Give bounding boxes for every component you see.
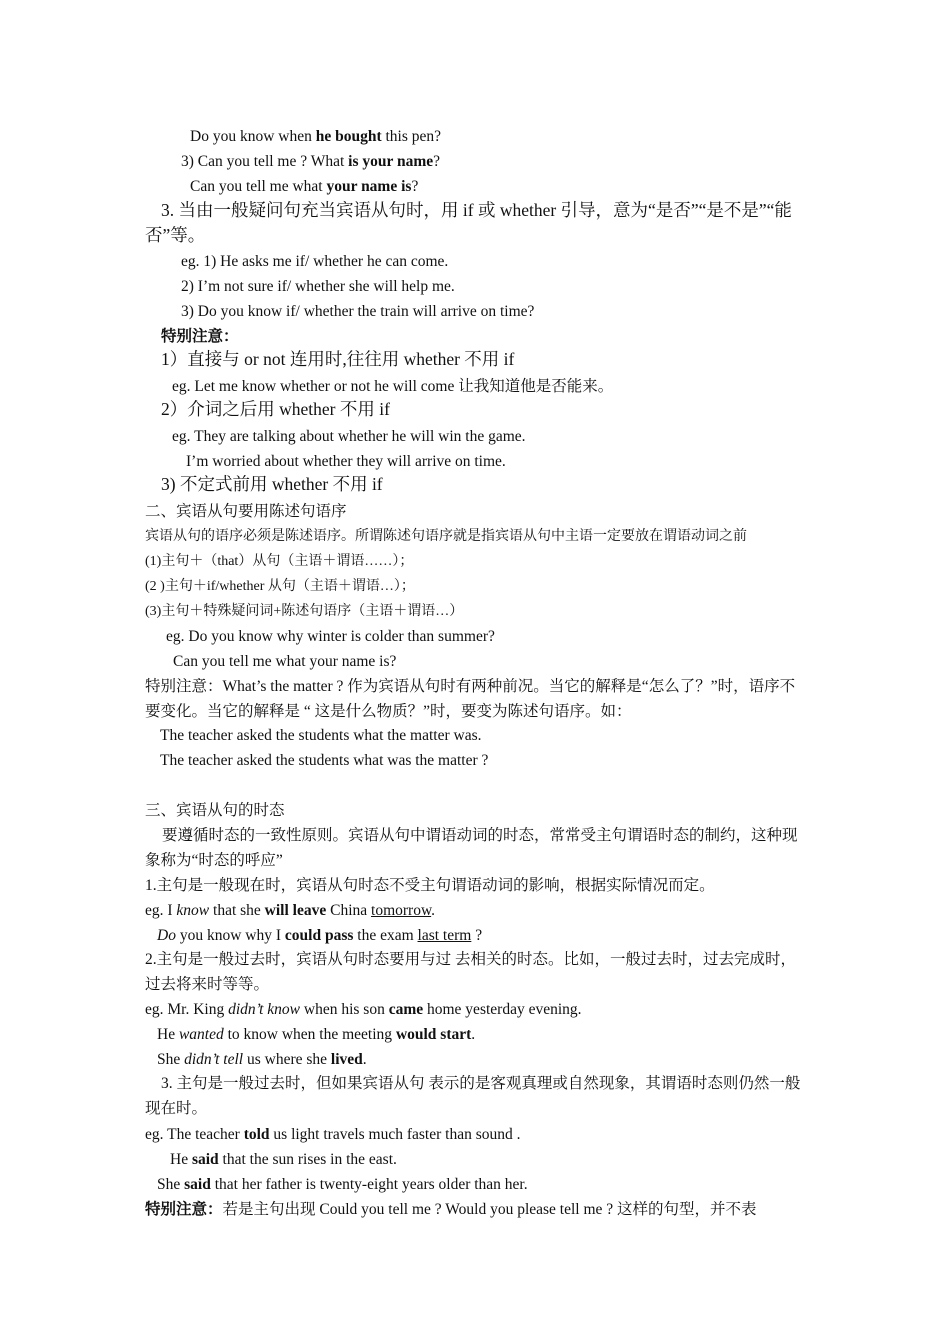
text-run: 三、宾语从句的时态 (145, 802, 285, 819)
text-line (145, 898, 810, 923)
text-run: ? (411, 178, 419, 195)
text-line (145, 549, 810, 574)
text-run: ? (433, 153, 441, 170)
bold-run: could pass (284, 927, 354, 944)
text-line (160, 748, 825, 773)
text-paragraph (145, 1071, 810, 1121)
text-line (157, 1172, 822, 1197)
text-run: eg. Do you know why winter is colder than summer? (166, 628, 495, 645)
text-run: 2）介词之后用 whether 不用 if (161, 399, 390, 419)
text-paragraph (145, 947, 810, 997)
text-run: 宾语从句的语序必须是陈述语序。所谓陈述句语序就是指宾语从句中主语一定要放在谓语动词之前 (145, 529, 747, 544)
text-line (161, 347, 826, 372)
underlined-run: tomorrow (371, 902, 432, 919)
text-line (157, 1022, 822, 1047)
text-run: Can you tell me what your name is? (173, 653, 397, 670)
text-run: He (157, 1026, 179, 1043)
text-run: 1）直接与 or not 连用时,往往用 whether 不用 if (161, 349, 515, 369)
text-line (181, 299, 846, 324)
text-run: 1.主句是一般现在时，宾语从句时态不受主句谓语动词的影响，根据实际情况而定。 (145, 877, 715, 894)
italic-run: Do (157, 927, 176, 944)
text-run: eg. 1) He asks me if/ whether he can come. (181, 253, 449, 270)
text-run: (3)主句＋特殊疑问词+陈述句语序（主语＋谓语…） (145, 604, 464, 619)
text-line (181, 149, 846, 174)
bold-run: he bought (315, 128, 382, 145)
text-run: eg. The teacher (145, 1126, 244, 1143)
text-run: the exam (353, 927, 418, 944)
text-line (145, 599, 810, 624)
text-line (161, 397, 826, 422)
text-run: She (157, 1176, 185, 1193)
text-run: this pen? (381, 128, 442, 145)
text-run: 3) Can you tell me ? What (181, 153, 349, 170)
text-line (190, 124, 855, 149)
text-run: ? (471, 927, 483, 944)
text-run: . (431, 902, 436, 919)
text-run: eg. I (145, 902, 177, 919)
text-run: She (157, 1051, 185, 1068)
bold-run: 特别注意： (161, 328, 239, 345)
text-line (157, 923, 822, 948)
text-run: eg. Let me know whether or not he will come 让我知道他是否能来。 (172, 378, 614, 395)
text-run: Can you tell me what (190, 178, 327, 195)
underlined-run: last term (417, 927, 472, 944)
text-line (170, 1147, 835, 1172)
text-line (173, 649, 838, 674)
bold-run: is your name (348, 153, 434, 170)
text-run: Do you know when (190, 128, 316, 145)
text-run: 2) I’m not sure if/ whether she will help me. (181, 278, 455, 295)
text-run: 2.主句是一般过去时，宾语从句时态要用与过 去相关的时态。比如，一般过去时，过去完成时，过去将来时等等。 (145, 951, 797, 993)
text-run: to know when the meeting (223, 1026, 396, 1043)
text-run: that her father is twenty-eight years older than her. (210, 1176, 528, 1193)
text-run: you know why I (175, 927, 285, 944)
text-run: that the sun rises in the east. (218, 1151, 397, 1168)
text-line (172, 424, 837, 449)
italic-run: didn’t know (228, 1001, 300, 1018)
text-paragraph (145, 198, 810, 248)
bold-run: told (243, 1126, 270, 1143)
text-run: us light travels much faster than sound . (269, 1126, 521, 1143)
text-line (160, 723, 825, 748)
bold-run: 特别注意： (145, 1201, 223, 1218)
text-line (161, 472, 826, 497)
italic-run: didn’t tell (184, 1051, 244, 1068)
text-run: 特别注意：What’s the matter ? 作为宾语从句时有两种前况。当它的解释是“怎么了？”时，语序不要变化。当它的解释是 “ 这是什么物质？”时，要变为陈述句语序。如： (145, 678, 796, 720)
italic-run: know (176, 902, 210, 919)
text-run: . (362, 1051, 367, 1068)
note-heading (161, 324, 826, 349)
text-run: home yesterday evening. (423, 1001, 582, 1018)
text-run: 3) 不定式前用 whether 不用 if (161, 474, 383, 494)
text-paragraph (145, 823, 810, 873)
text-run: us where she (243, 1051, 331, 1068)
text-run: 3. 当由一般疑问句充当宾语从句时，用 if 或 whether 引导，意为“是否”“是不是”“能否”等。 (145, 200, 792, 245)
text-line (181, 274, 846, 299)
text-run: (2 )主句＋if/whether 从句（主语＋谓语…）； (145, 579, 415, 594)
text-run: 若是主句出现 Could you tell me ? Would you please tell me ? 这样的句型，并不表 (222, 1201, 757, 1218)
text-run: China (326, 902, 372, 919)
text-run: eg. Mr. King (145, 1001, 229, 1018)
text-line (145, 997, 810, 1022)
text-run: 3. 主句是一般过去时，但如果宾语从句 表示的是客观真理或自然现象，其谓语时态则仍然一般现在时。 (145, 1075, 801, 1117)
text-run: eg. They are talking about whether he will win the game. (172, 428, 526, 445)
text-line (190, 174, 855, 199)
text-line (186, 449, 851, 474)
text-run: when his son (300, 1001, 389, 1018)
text-run: I’m worried about whether they will arrive on time. (186, 453, 506, 470)
bold-run: said (191, 1151, 219, 1168)
text-run: that she (209, 902, 265, 919)
text-run: The teacher asked the students what the matter was. (160, 727, 482, 744)
text-line (157, 1047, 822, 1072)
text-line (166, 624, 831, 649)
bold-run: lived (330, 1051, 363, 1068)
bold-run: came (388, 1001, 424, 1018)
section-heading (145, 499, 810, 524)
text-line (145, 873, 810, 898)
bold-run: would start (395, 1026, 472, 1043)
text-run: 3) Do you know if/ whether the train will arrive on time? (181, 303, 535, 320)
text-run: . (471, 1026, 476, 1043)
text-line (145, 1197, 810, 1222)
text-line (181, 249, 846, 274)
text-run: 二、宾语从句要用陈述句语序 (145, 503, 347, 520)
section-heading (145, 798, 810, 823)
text-line (172, 374, 837, 399)
bold-run: will leave (264, 902, 327, 919)
italic-run: wanted (178, 1026, 224, 1043)
text-run: (1)主句＋（that）从句（主语＋谓语……）； (145, 554, 414, 569)
text-line (145, 574, 810, 599)
text-line (145, 1122, 810, 1147)
text-run: 要遵循时态的一致性原则。宾语从句中谓语动词的时态，常常受主句谓语时态的制约，这种现象称为“时态的呼应” (145, 827, 798, 869)
text-run: He (170, 1151, 192, 1168)
text-run: The teacher asked the students what was the matter ? (160, 752, 489, 769)
text-line (145, 524, 810, 549)
text-paragraph (145, 674, 810, 724)
bold-run: your name is (326, 178, 412, 195)
bold-run: said (184, 1176, 211, 1193)
